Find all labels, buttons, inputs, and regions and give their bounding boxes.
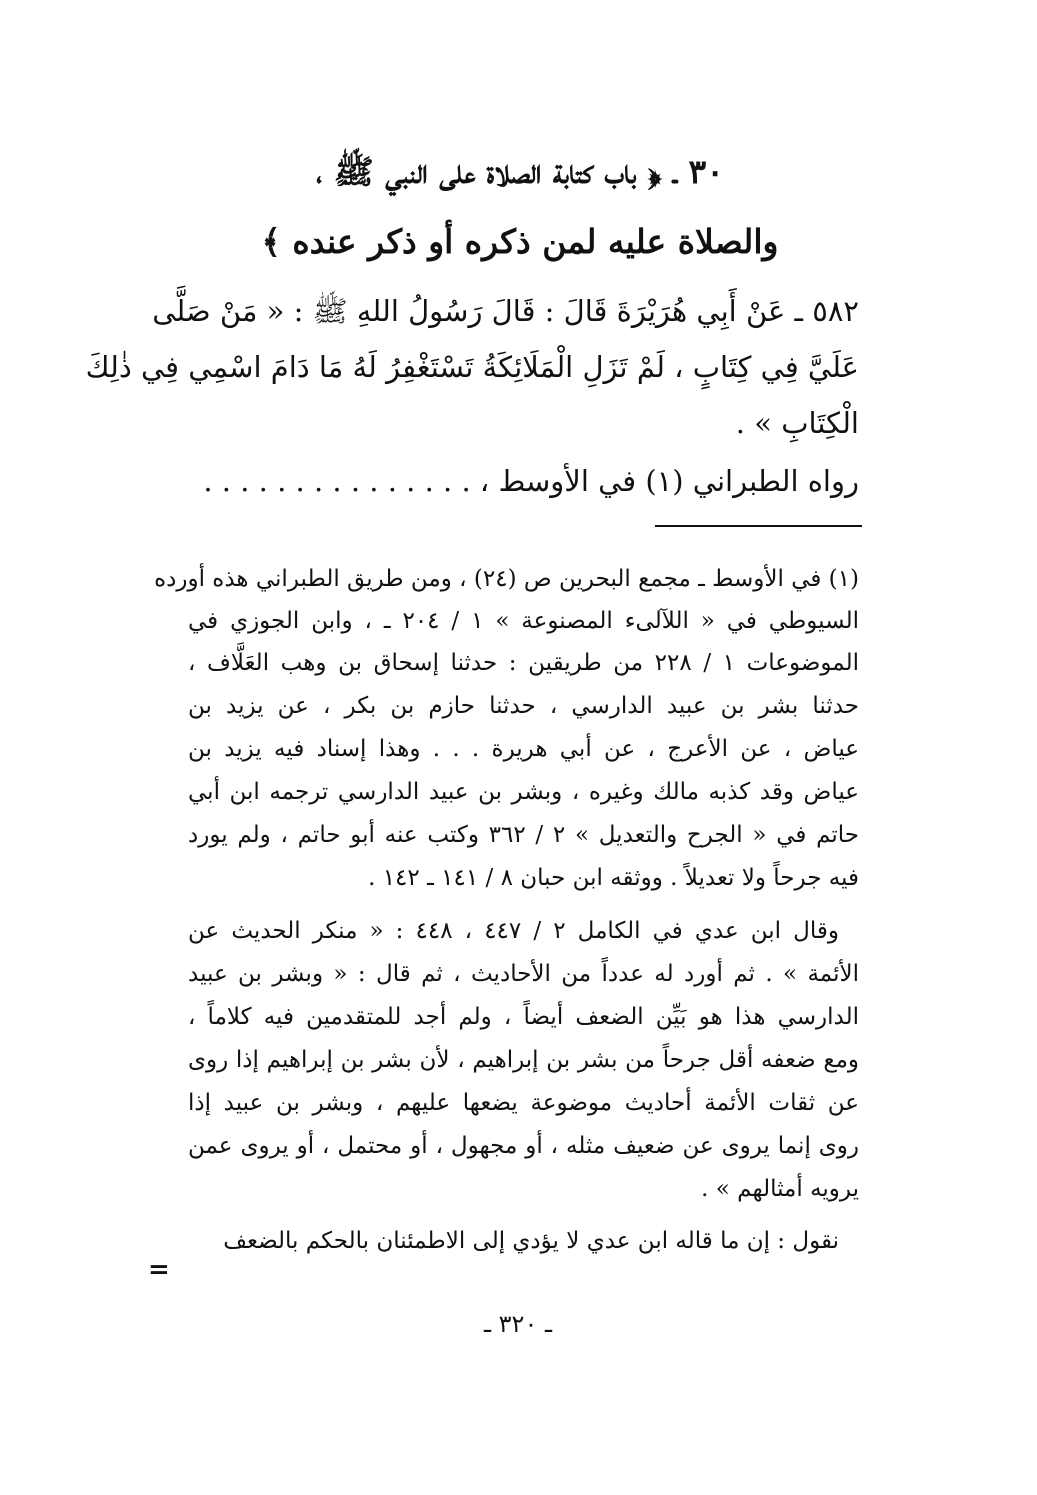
footnote-line: ومع ضعفه أقل جرحاً من بشر بن إبراهيم ، لأن بشر بن إبراهيم إذا روى	[188, 1047, 859, 1073]
hadith-text-line-2: عَلَيَّ فِي كِتَابٍ ، لَمْ تَزَلِ الْمَلَائِكَةُ تَسْتَغْفِرُ لَهُ مَا دَامَ اسْمِي فِي ذٰلِكَ	[85, 350, 859, 384]
footnote-line: فيه جرحاً ولا تعديلاً . ووثقه ابن حبان ٨ / ١٤١ ـ ١٤٢ .	[368, 865, 859, 891]
footnote-line: السيوطي في « اللآلىء المصنوعة » ١ / ٢٠٤ ـ ، وابن الجوزي في	[188, 608, 859, 634]
hadith-text-line-1: ٥٨٢ ـ عَنْ أَبِي هُرَيْرَةَ قَالَ : قَالَ رَسُولُ اللهِ ﷺ : « مَنْ صَلَّى	[152, 294, 859, 328]
footnote-line: عياض وقد كذبه مالك وغيره ، وبشر بن عبيد الدارسي ترجمه ابن أبي	[188, 779, 859, 805]
footnote-separator	[655, 525, 862, 527]
page-number: ـ ٣٢٠ ـ	[483, 1310, 552, 1338]
footnote-line: عياض ، عن الأعرج ، عن أبي هريرة . . . وهذا إسناد فيه يزيد بن	[188, 736, 859, 762]
footnote-line: الموضوعات ١ / ٢٢٨ من طريقين : حدثنا إسحاق بن وهب العَلَّاف ،	[188, 650, 860, 676]
footnote-line: (١) في الأوسط ـ مجمع البحرين ص (٢٤) ، ومن طريق الطبراني هذه أورده	[154, 566, 859, 592]
footnote-line: حاتم في « الجرح والتعديل » ٢ / ٣٦٢ وكتب عنه أبو حاتم ، ولم يورد	[188, 822, 860, 848]
hadith-text-line-3: الْكِتَابِ » .	[735, 406, 859, 440]
footnote-line: الدارسي هذا هو بَيِّن الضعف أيضاً ، ولم أجد للمتقدمين فيه كلاماً ،	[188, 1004, 859, 1030]
footnote-line: عن ثقات الأئمة أحاديث موضوعة يضعها عليهم ، وبشر بن عبيد إذا	[188, 1090, 859, 1116]
chapter-title-line-1: ٣٠ ـ ﴿ باب كتابة الصلاة على النبي ﷺ ،	[316, 152, 724, 191]
footnote-line: حدثنا بشر بن عبيد الدارسي ، حدثنا حازم بن بكر ، عن يزيد بن	[188, 693, 859, 719]
footnote-line: الأئمة » . ثم أورد له عدداً من الأحاديث ، ثم قال : « وبشر بن عبيد	[188, 961, 859, 987]
footnote-line: يرويه أمثالهم » .	[701, 1176, 859, 1202]
hadith-source: رواه الطبراني (١) في الأوسط ، . . . . . . . . . . . . . . .	[203, 464, 859, 498]
footnote-line: روى إنما يروى عن ضعيف مثله ، أو مجهول ، أو محتمل ، أو يروى عمن	[188, 1133, 859, 1159]
chapter-title-line-2: والصلاة عليه لمن ذكره أو ذكر عنده ﴾	[261, 222, 779, 261]
footnote-line: وقال ابن عدي في الكامل ٢ / ٤٤٧ ، ٤٤٨ : « منكر الحديث عن	[188, 918, 839, 944]
continuation-marker: =	[148, 1255, 170, 1285]
footnote-line: نقول : إن ما قاله ابن عدي لا يؤدي إلى الاطمئنان بالحكم بالضعف	[223, 1228, 839, 1254]
